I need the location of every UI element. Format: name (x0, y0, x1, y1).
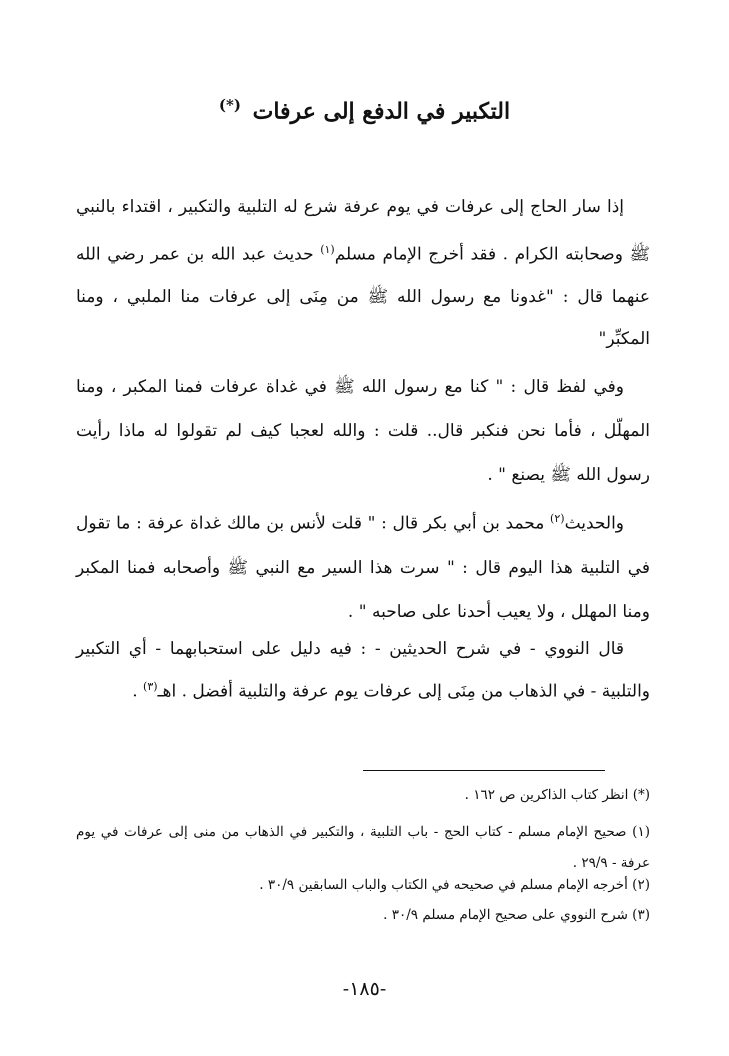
footnote-2: (٢) أخرجه الإمام مسلم في صحيحه في الكتاب والباب السابقين ٣٠/٩ . (259, 877, 650, 893)
footnote-ref-2[interactable]: (٢) (550, 512, 565, 525)
page-title-text: التكبير في الدفع إلى عرفات (252, 98, 511, 125)
paragraph-4-text-a: قال النووي - في شرح الحديثين - : فيه دليل على استحبابهما - أي التكبير والتلبية - في الذهاب من مِنَى إلى عرفات يوم عرفة والتلبية أفضل . اهـ (76, 639, 650, 702)
title-footnote-mark: (*) (218, 96, 241, 114)
paragraph-1-text-a: إذا سار الحاج إلى عرفات في يوم عرفة شرع له التلبية والتكبير ، اقتداء بالنبي ﷺ وصحابته الكرام . فقد أخرج الإمام مسلم (76, 197, 651, 265)
footnote-ref-3[interactable]: (٣) (143, 680, 158, 693)
footnote-ref-1[interactable]: (١) (320, 242, 335, 256)
paragraph-3-text-a: والحديث (564, 513, 624, 534)
paragraph-3-text-b: محمد بن أبي بكر قال : " قلت لأنس بن مالك غداة عرفة : ما تقول في التلبية هذا اليوم قال : " سرت هذا السير مع النبي ﷺ وأصحابه فمنا المكبر ومنا المهلل ، ولا يعيب أحدنا على صاحبه " . (76, 513, 650, 622)
footnote-1: (١) صحيح الإمام مسلم - كتاب الحج - باب التلبية ، والتكبير في الذهاب من منى إلى عرفات في يوم عرفة - ٢٩/٩ . (76, 824, 650, 871)
page-title (0, 96, 729, 124)
page-number: -١٨٥- (342, 978, 387, 1000)
footnote-3: (٣) شرح النووي على صحيح الإمام مسلم ٣٠/٩ . (383, 907, 650, 923)
paragraph-2-text: وفي لفظ قال : " كنا مع رسول الله ﷺ في غداة عرفات فمنا المكبر ، ومنا المهلّل ، فأما نحن فنكبر قال.. قلت : والله لعجبا كيف لم تقولوا له ماذا رأيت رسول الله ﷺ يصنع " . (76, 377, 650, 485)
paragraph-4-text-b: . (132, 681, 144, 702)
paragraph-4 (76, 630, 650, 711)
paragraph-1 (76, 186, 650, 361)
footnote-title: (*) انظر كتاب الذاكرين ص ١٦٢ . (464, 787, 650, 803)
footnote-divider (363, 770, 605, 771)
paragraph-3 (76, 497, 650, 634)
paragraph-1-text-b: حديث عبد الله بن عمر رضي الله عنهما قال : "غدونا مع رسول الله ﷺ من مِنَى إلى عرفات منا الملبي ، ومنا المكبِّر" (76, 244, 650, 350)
paragraph-2 (76, 365, 650, 497)
